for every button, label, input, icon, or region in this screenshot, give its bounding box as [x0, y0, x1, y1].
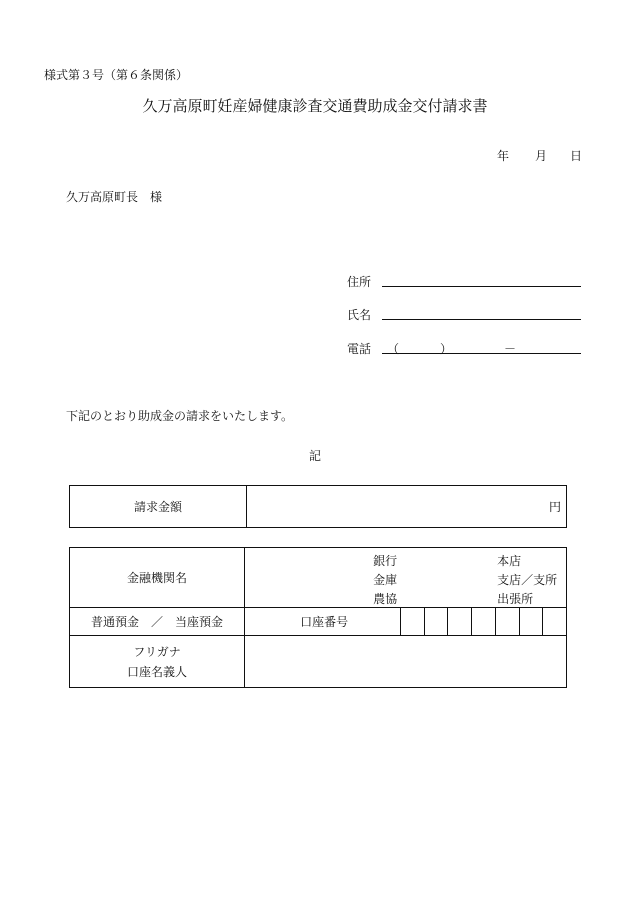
institution-field[interactable] [245, 548, 567, 608]
bank-table [69, 547, 567, 688]
phone-open-paren: （ [387, 342, 400, 356]
branch-office: 出張所 [497, 591, 534, 606]
account-digit[interactable] [401, 608, 425, 636]
account-type-field[interactable]: 普通預金 ／ 当座預金 [70, 608, 245, 636]
amount-label: 請求金額 [70, 486, 247, 528]
type-shinkin: 金庫 [373, 572, 398, 587]
account-digit[interactable] [448, 608, 472, 636]
account-digit[interactable] [472, 608, 496, 636]
type-bank: 銀行 [373, 553, 398, 568]
account-digit[interactable] [495, 608, 519, 636]
date-month-label: 月 [535, 149, 548, 163]
phone-label: 電話 [347, 342, 372, 356]
holder-field[interactable] [245, 636, 567, 688]
name-field[interactable] [382, 319, 581, 320]
address-label: 住所 [347, 275, 372, 289]
account-digit[interactable] [543, 608, 567, 636]
holder-furigana-label: フリガナ [133, 644, 181, 659]
date-day-label: 日 [570, 149, 583, 163]
branch-main: 本店 [497, 553, 522, 568]
account-digit[interactable] [519, 608, 543, 636]
addressee: 久万高原町長 様 [66, 190, 163, 204]
name-label: 氏名 [347, 308, 372, 322]
account-digit[interactable] [424, 608, 448, 636]
phone-field[interactable] [382, 353, 581, 354]
amount-unit: 円 [548, 500, 561, 514]
address-field[interactable] [382, 286, 581, 287]
intro-text: 下記のとおり助成金の請求をいたします。 [66, 409, 294, 423]
amount-field[interactable] [247, 486, 567, 528]
ki-heading: 記 [308, 449, 321, 463]
form-title: 久万高原町妊産婦健康診査交通費助成金交付請求書 [142, 97, 488, 115]
branch-branch: 支店／支所 [497, 572, 558, 587]
holder-label-cell [70, 636, 245, 688]
phone-dash: － [504, 342, 517, 356]
holder-name-label: 口座名義人 [127, 664, 188, 679]
institution-label: 金融機関名 [70, 548, 245, 608]
form-number: 様式第３号（第６条関係） [44, 68, 189, 82]
date-year-label: 年 [497, 149, 510, 163]
phone-close-paren: ） [440, 342, 453, 356]
amount-table [69, 485, 567, 528]
account-number-label: 口座番号 [245, 608, 401, 636]
type-nokyo: 農協 [373, 591, 398, 606]
